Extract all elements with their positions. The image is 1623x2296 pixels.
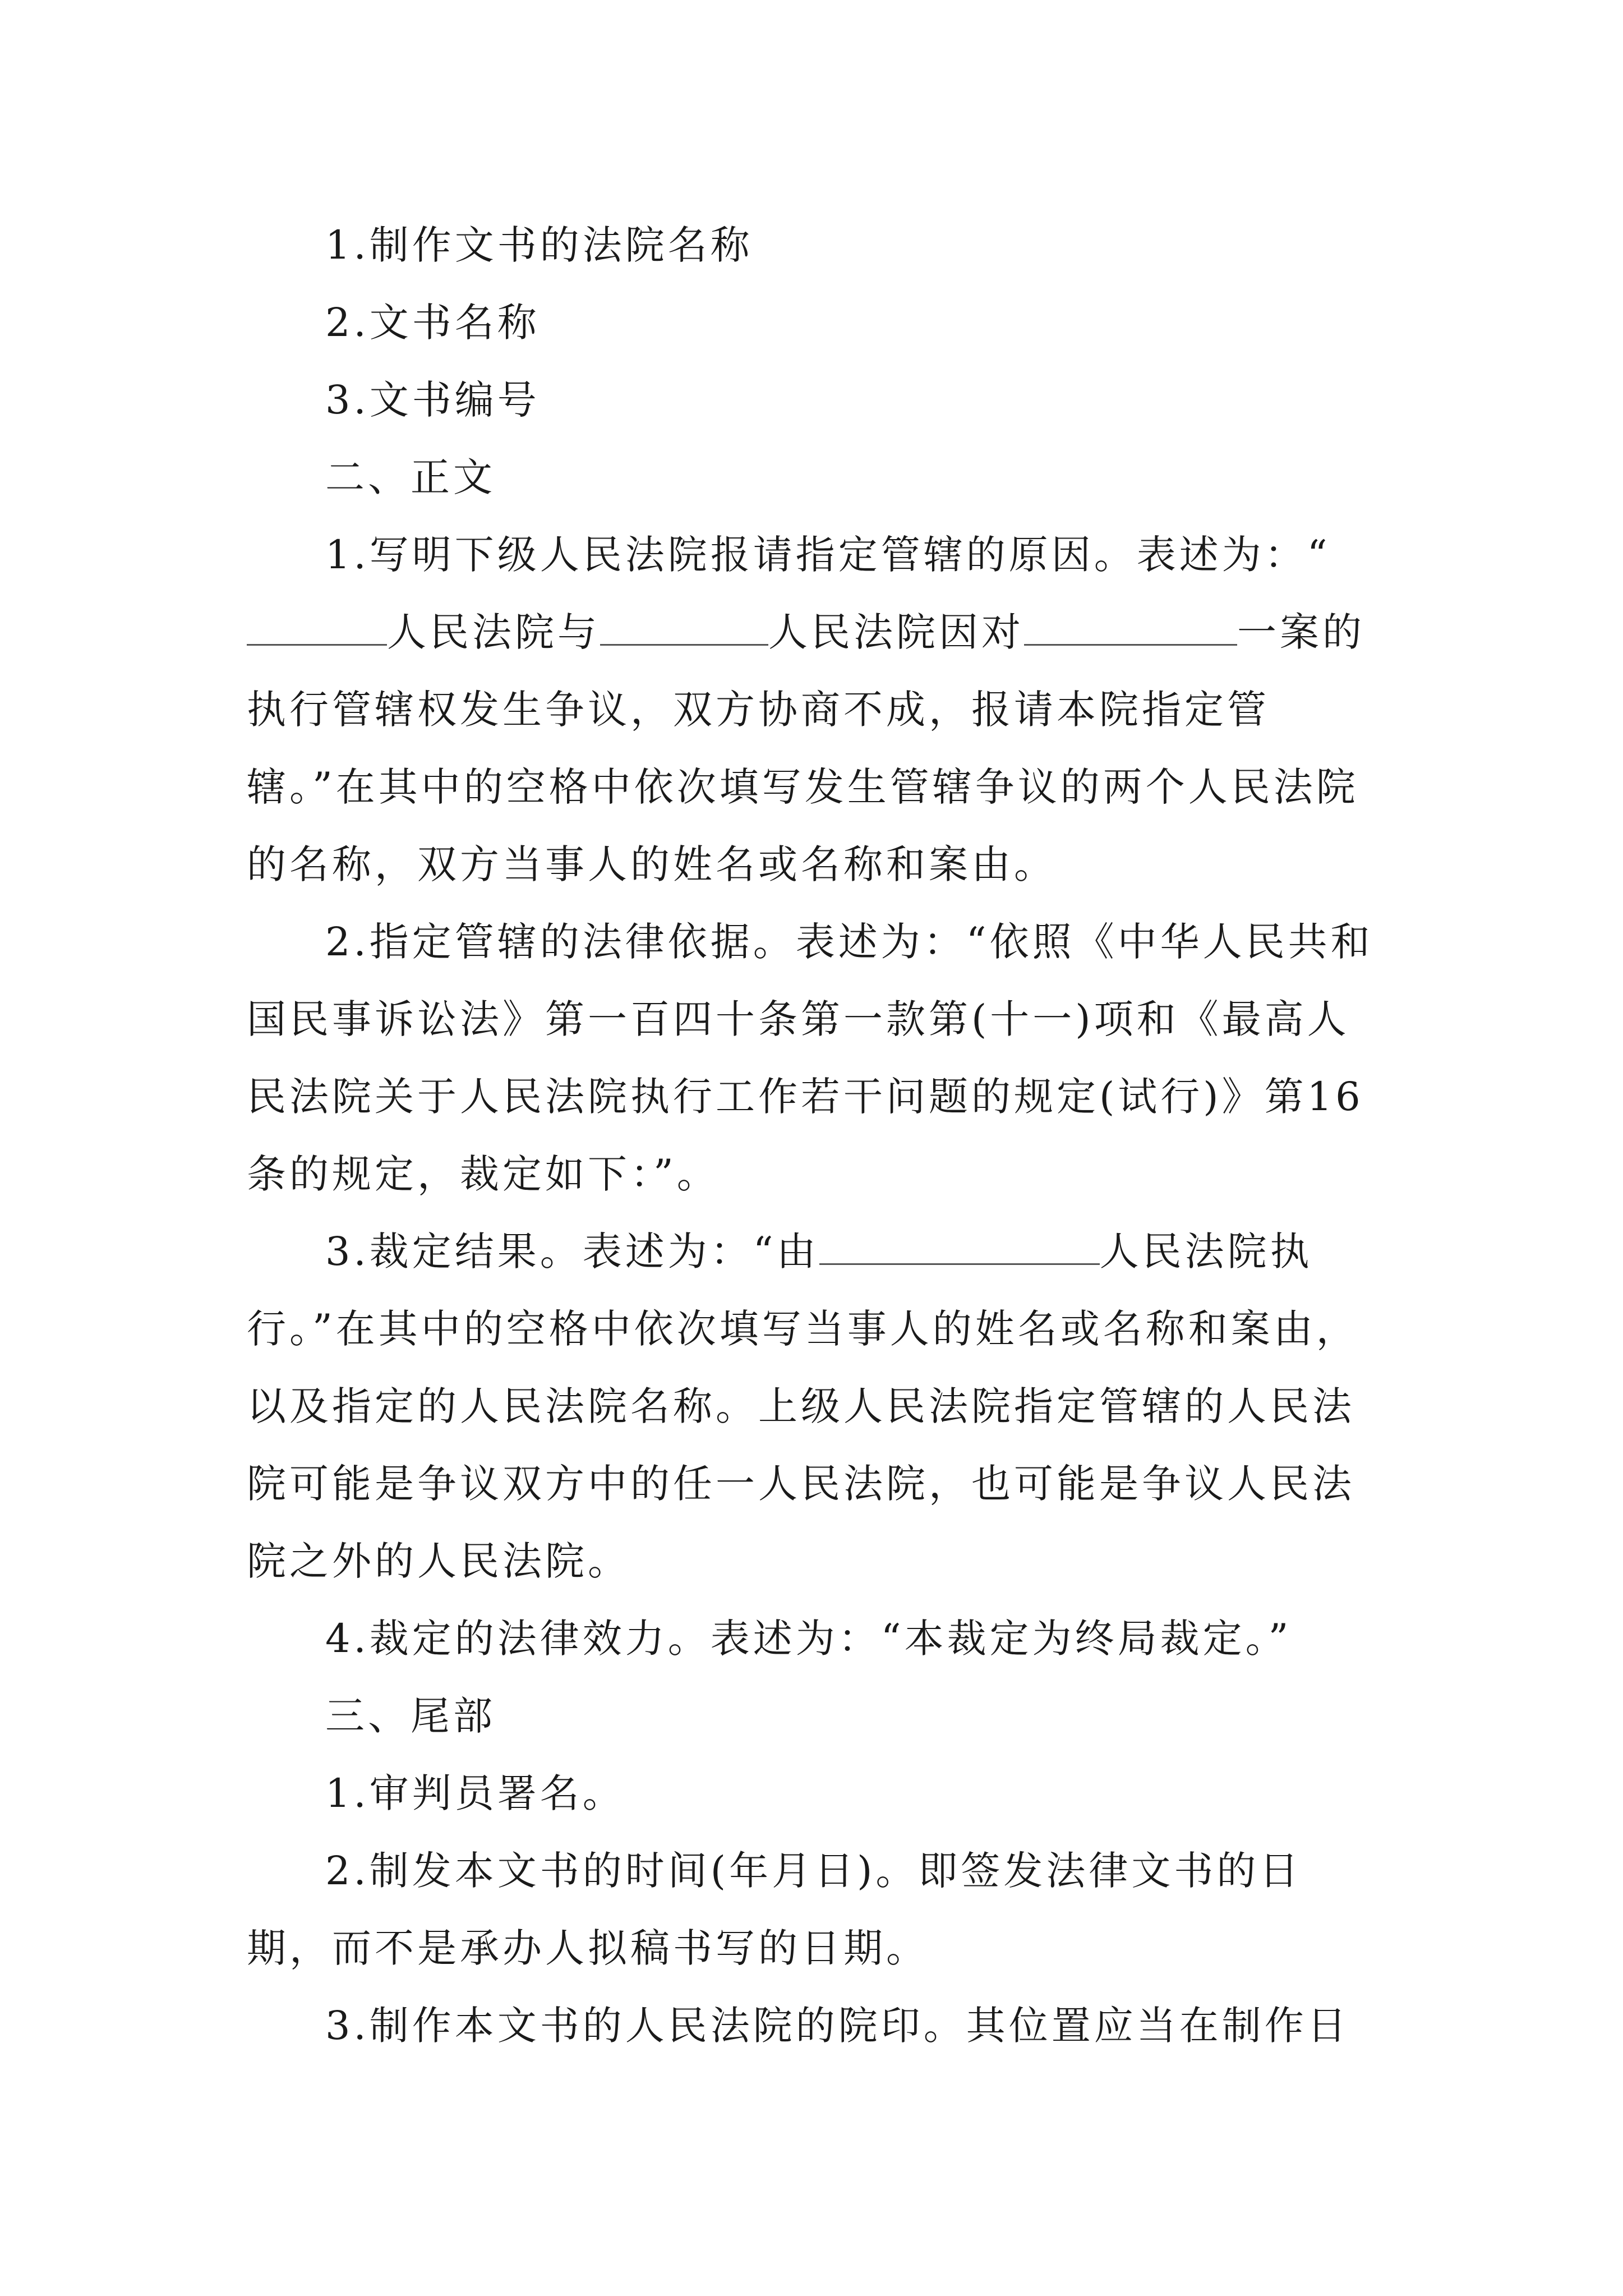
- header-item-court-name: 1.制作文书的法院名称: [325, 222, 753, 268]
- fill-blank: [1024, 609, 1237, 646]
- paragraph-text: 人民法院因对: [768, 609, 1024, 655]
- fill-blank: [600, 609, 768, 646]
- ending-item-issue-date: 2.制发本文书的时间(年月日)。即签发法律文书的日期，而不是承办人拟稿书写的日期。: [247, 1848, 1302, 1971]
- paragraph-text: 3.裁定结果。表述为：“由: [325, 1228, 819, 1274]
- ending-item-judge-signature: 1.审判员署名。: [325, 1770, 625, 1816]
- paragraph-text: 人民法院执行。”在其中的空格中依次填写当事人的姓名或名称和案由，以及指定的人民法院名称。上级人民法院指定管辖的人民法院可能是争议双方中的任一人民法院，也可能是争议人民法院之外的人民法院。: [247, 1228, 1359, 1584]
- header-item-document-name: 2.文书名称: [325, 300, 540, 346]
- paragraph-jurisdiction-reason: [247, 516, 1385, 903]
- fill-blank: [247, 609, 387, 646]
- section-heading-body: 二、正文: [325, 454, 496, 500]
- paragraph-text: 一案的执行管辖权发生争议，双方协商不成，报请本院指定管辖。”在其中的空格中依次填写发生管辖争议的两个人民法院的名称，双方当事人的姓名或名称和案由。: [247, 609, 1365, 887]
- paragraph-legal-effect: 4.裁定的法律效力。表述为：“本裁定为终局裁定。”: [325, 1616, 1292, 1662]
- ending-item-court-seal: 3.制作本文书的人民法院的院印。其位置应当在制作日: [325, 2003, 1350, 2049]
- paragraph-text: 人民法院与: [387, 609, 600, 655]
- paragraph-ruling-result: [247, 1213, 1385, 1600]
- paragraph-text: 1.写明下级人民法院报请指定管辖的原因。表述为：“: [325, 532, 1331, 578]
- fill-blank: [819, 1228, 1100, 1265]
- document-body: [247, 206, 1385, 2064]
- paragraph-legal-basis: 2.指定管辖的法律依据。表述为：“依照《中华人民共和国民事诉讼法》第一百四十条第一款第(十一)项和《最高人民法院关于人民法院执行工作若干问题的规定(试行)》第16条的规定，裁定如下：”。: [247, 919, 1373, 1197]
- section-heading-ending: 三、尾部: [325, 1693, 496, 1739]
- header-item-document-number: 3.文书编号: [325, 377, 540, 423]
